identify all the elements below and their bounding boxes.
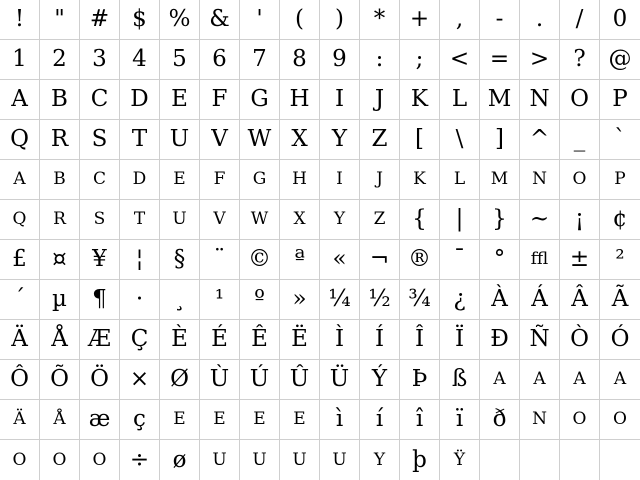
glyph-cell[interactable]: V	[200, 200, 240, 240]
glyph-cell[interactable]: U	[240, 440, 280, 480]
glyph-cell[interactable]: Ô	[0, 360, 40, 400]
glyph-cell[interactable]: ì	[320, 400, 360, 440]
glyph-cell[interactable]: Y	[320, 120, 360, 160]
glyph-cell[interactable]: E	[280, 400, 320, 440]
glyph-cell[interactable]: Z	[360, 200, 400, 240]
glyph-cell[interactable]: P	[600, 160, 640, 200]
glyph-cell[interactable]: O	[560, 160, 600, 200]
glyph-cell[interactable]: M	[480, 80, 520, 120]
glyph-cell[interactable]: ;	[400, 40, 440, 80]
glyph-cell[interactable]: 3	[80, 40, 120, 80]
glyph-cell[interactable]: U	[320, 440, 360, 480]
glyph-cell[interactable]: ¢	[600, 200, 640, 240]
glyph-cell[interactable]: N	[520, 160, 560, 200]
glyph-cell[interactable]	[480, 440, 520, 480]
glyph-cell[interactable]: Á	[520, 280, 560, 320]
glyph-cell[interactable]: O	[80, 440, 120, 480]
glyph-cell[interactable]: Ä	[0, 320, 40, 360]
glyph-cell[interactable]: B	[40, 80, 80, 120]
glyph-cell[interactable]	[560, 440, 600, 480]
glyph-cell[interactable]: `	[600, 120, 640, 160]
glyph-cell[interactable]: N	[520, 400, 560, 440]
glyph-cell[interactable]: _	[560, 120, 600, 160]
glyph-cell[interactable]: É	[200, 320, 240, 360]
glyph-cell[interactable]: Æ	[80, 320, 120, 360]
glyph-cell[interactable]: E	[200, 400, 240, 440]
glyph-cell[interactable]: O	[0, 440, 40, 480]
glyph-cell[interactable]: A	[480, 360, 520, 400]
glyph-cell[interactable]: 2	[40, 40, 80, 80]
glyph-cell[interactable]: þ	[400, 440, 440, 480]
glyph-cell[interactable]: O	[560, 400, 600, 440]
glyph-cell[interactable]: Q	[0, 120, 40, 160]
glyph-cell[interactable]: [	[400, 120, 440, 160]
glyph-cell[interactable]: 8	[280, 40, 320, 80]
glyph-cell[interactable]: W	[240, 120, 280, 160]
glyph-cell[interactable]: ¬	[360, 240, 400, 280]
glyph-cell[interactable]: X	[280, 120, 320, 160]
glyph-cell[interactable]: A	[560, 360, 600, 400]
glyph-cell[interactable]: ÷	[120, 440, 160, 480]
glyph-cell[interactable]: H	[280, 160, 320, 200]
glyph-cell[interactable]: E	[160, 80, 200, 120]
glyph-cell[interactable]: \	[440, 120, 480, 160]
glyph-cell[interactable]: Å	[40, 320, 80, 360]
glyph-cell[interactable]: Ã	[600, 280, 640, 320]
glyph-cell[interactable]: O	[600, 400, 640, 440]
glyph-cell[interactable]: Þ	[400, 360, 440, 400]
glyph-cell[interactable]: U	[160, 200, 200, 240]
glyph-cell[interactable]: )	[320, 0, 360, 40]
glyph-cell[interactable]: L	[440, 80, 480, 120]
glyph-cell[interactable]: Û	[280, 360, 320, 400]
glyph-cell[interactable]: "	[40, 0, 80, 40]
glyph-cell[interactable]: Ù	[200, 360, 240, 400]
glyph-cell[interactable]: Ú	[240, 360, 280, 400]
glyph-cell[interactable]: 9	[320, 40, 360, 80]
glyph-cell[interactable]: W	[240, 200, 280, 240]
glyph-cell[interactable]: Í	[360, 320, 400, 360]
glyph-cell[interactable]: ±	[560, 240, 600, 280]
glyph-cell[interactable]: ®	[400, 240, 440, 280]
glyph-cell[interactable]: ç	[120, 400, 160, 440]
glyph-cell[interactable]: K	[400, 160, 440, 200]
glyph-cell[interactable]: ¾	[400, 280, 440, 320]
glyph-cell[interactable]: ,	[440, 0, 480, 40]
glyph-cell[interactable]: Ð	[480, 320, 520, 360]
glyph-cell[interactable]: Î	[400, 320, 440, 360]
glyph-cell[interactable]: L	[440, 160, 480, 200]
glyph-cell[interactable]: Ç	[120, 320, 160, 360]
glyph-cell[interactable]: æ	[80, 400, 120, 440]
glyph-cell[interactable]: %	[160, 0, 200, 40]
glyph-cell[interactable]: Y	[320, 200, 360, 240]
glyph-cell[interactable]: ¶	[80, 280, 120, 320]
glyph-cell[interactable]: H	[280, 80, 320, 120]
glyph-cell[interactable]: R	[40, 200, 80, 240]
glyph-cell[interactable]: Ý	[360, 360, 400, 400]
glyph-cell[interactable]: 4	[120, 40, 160, 80]
glyph-cell[interactable]: +	[400, 0, 440, 40]
glyph-cell[interactable]: A	[520, 360, 560, 400]
glyph-cell[interactable]: ]	[480, 120, 520, 160]
glyph-cell[interactable]: F	[200, 80, 240, 120]
glyph-cell[interactable]: ¤	[40, 240, 80, 280]
glyph-cell[interactable]: ¡	[560, 200, 600, 240]
glyph-cell[interactable]: =	[480, 40, 520, 80]
glyph-cell[interactable]: >	[520, 40, 560, 80]
glyph-cell[interactable]: ¿	[440, 280, 480, 320]
glyph-cell[interactable]: ¼	[320, 280, 360, 320]
glyph-cell[interactable]: Â	[560, 280, 600, 320]
glyph-cell[interactable]: 6	[200, 40, 240, 80]
glyph-cell[interactable]: K	[400, 80, 440, 120]
glyph-cell[interactable]: V	[200, 120, 240, 160]
glyph-cell[interactable]: D	[120, 160, 160, 200]
glyph-cell[interactable]: @	[600, 40, 640, 80]
glyph-cell[interactable]: -	[480, 0, 520, 40]
glyph-cell[interactable]: D	[120, 80, 160, 120]
glyph-cell[interactable]: Q	[0, 200, 40, 240]
glyph-cell[interactable]: S	[80, 200, 120, 240]
glyph-cell[interactable]: B	[40, 160, 80, 200]
glyph-cell[interactable]: ²	[600, 240, 640, 280]
glyph-cell[interactable]: í	[360, 400, 400, 440]
glyph-cell[interactable]: µ	[40, 280, 80, 320]
glyph-cell[interactable]: §	[160, 240, 200, 280]
glyph-cell[interactable]: ffl	[520, 240, 560, 280]
glyph-cell[interactable]: ª	[280, 240, 320, 280]
glyph-cell[interactable]: Ñ	[520, 320, 560, 360]
glyph-cell[interactable]: :	[360, 40, 400, 80]
glyph-cell[interactable]: ~	[520, 200, 560, 240]
glyph-cell[interactable]: 1	[0, 40, 40, 80]
glyph-cell[interactable]: ø	[160, 440, 200, 480]
glyph-cell[interactable]: .	[520, 0, 560, 40]
glyph-cell[interactable]: 7	[240, 40, 280, 80]
glyph-cell[interactable]: /	[560, 0, 600, 40]
glyph-cell[interactable]: A	[0, 80, 40, 120]
glyph-cell[interactable]: *	[360, 0, 400, 40]
glyph-cell[interactable]: <	[440, 40, 480, 80]
glyph-cell[interactable]: Ë	[280, 320, 320, 360]
glyph-cell[interactable]: Õ	[40, 360, 80, 400]
glyph-cell[interactable]: #	[80, 0, 120, 40]
glyph-cell[interactable]: E	[160, 160, 200, 200]
glyph-cell[interactable]: {	[400, 200, 440, 240]
glyph-cell[interactable]: R	[40, 120, 80, 160]
glyph-cell[interactable]: ¥	[80, 240, 120, 280]
glyph-cell[interactable]: ¯	[440, 240, 480, 280]
glyph-cell[interactable]	[520, 440, 560, 480]
glyph-cell[interactable]: ß	[440, 360, 480, 400]
glyph-cell[interactable]: º	[240, 280, 280, 320]
glyph-cell[interactable]: ?	[560, 40, 600, 80]
glyph-cell[interactable]: &	[200, 0, 240, 40]
glyph-cell[interactable]: »	[280, 280, 320, 320]
glyph-cell[interactable]: ´	[0, 280, 40, 320]
glyph-cell[interactable]: S	[80, 120, 120, 160]
glyph-cell[interactable]: ·	[120, 280, 160, 320]
glyph-cell[interactable]: Ó	[600, 320, 640, 360]
glyph-cell[interactable]: C	[80, 160, 120, 200]
glyph-cell[interactable]: C	[80, 80, 120, 120]
glyph-cell[interactable]: £	[0, 240, 40, 280]
glyph-cell[interactable]: 0	[600, 0, 640, 40]
glyph-cell[interactable]: °	[480, 240, 520, 280]
glyph-cell[interactable]: O	[560, 80, 600, 120]
glyph-cell[interactable]: A	[600, 360, 640, 400]
glyph-cell[interactable]: J	[360, 80, 400, 120]
glyph-cell[interactable]: Ø	[160, 360, 200, 400]
glyph-cell[interactable]: Ÿ	[440, 440, 480, 480]
glyph-cell[interactable]: ©	[240, 240, 280, 280]
glyph-cell[interactable]: Ä	[0, 400, 40, 440]
glyph-cell[interactable]: Ì	[320, 320, 360, 360]
glyph-cell[interactable]: $	[120, 0, 160, 40]
glyph-cell[interactable]: M	[480, 160, 520, 200]
glyph-cell[interactable]: Å	[40, 400, 80, 440]
glyph-cell[interactable]: (	[280, 0, 320, 40]
glyph-cell[interactable]: P	[600, 80, 640, 120]
glyph-cell[interactable]: 5	[160, 40, 200, 80]
glyph-cell[interactable]: G	[240, 160, 280, 200]
glyph-cell[interactable]: «	[320, 240, 360, 280]
glyph-cell[interactable]: O	[40, 440, 80, 480]
glyph-cell[interactable]: I	[320, 80, 360, 120]
glyph-cell[interactable]: X	[280, 200, 320, 240]
glyph-cell[interactable]: ¨	[200, 240, 240, 280]
glyph-cell[interactable]: Ö	[80, 360, 120, 400]
glyph-cell[interactable]: A	[0, 160, 40, 200]
glyph-cell[interactable]: U	[200, 440, 240, 480]
glyph-cell[interactable]: G	[240, 80, 280, 120]
glyph-cell[interactable]: î	[400, 400, 440, 440]
glyph-cell[interactable]: ¹	[200, 280, 240, 320]
glyph-cell[interactable]: E	[240, 400, 280, 440]
glyph-cell[interactable]: T	[120, 120, 160, 160]
glyph-cell[interactable]	[600, 440, 640, 480]
glyph-cell[interactable]: ^	[520, 120, 560, 160]
glyph-cell[interactable]: Ê	[240, 320, 280, 360]
glyph-cell[interactable]: E	[160, 400, 200, 440]
glyph-cell[interactable]: '	[240, 0, 280, 40]
glyph-cell[interactable]: ï	[440, 400, 480, 440]
glyph-cell[interactable]: Ü	[320, 360, 360, 400]
glyph-cell[interactable]: ½	[360, 280, 400, 320]
glyph-cell[interactable]: U	[280, 440, 320, 480]
glyph-cell[interactable]: }	[480, 200, 520, 240]
glyph-cell[interactable]: J	[360, 160, 400, 200]
glyph-cell[interactable]: !	[0, 0, 40, 40]
glyph-cell[interactable]: |	[440, 200, 480, 240]
glyph-cell[interactable]: ×	[120, 360, 160, 400]
glyph-cell[interactable]: T	[120, 200, 160, 240]
glyph-cell[interactable]: Ï	[440, 320, 480, 360]
glyph-cell[interactable]: ¸	[160, 280, 200, 320]
glyph-cell[interactable]: I	[320, 160, 360, 200]
glyph-cell[interactable]: È	[160, 320, 200, 360]
glyph-cell[interactable]: F	[200, 160, 240, 200]
glyph-cell[interactable]: À	[480, 280, 520, 320]
glyph-cell[interactable]: Z	[360, 120, 400, 160]
glyph-cell[interactable]: ¦	[120, 240, 160, 280]
glyph-cell[interactable]: U	[160, 120, 200, 160]
glyph-cell[interactable]: Ò	[560, 320, 600, 360]
glyph-cell[interactable]: Y	[360, 440, 400, 480]
glyph-cell[interactable]: ð	[480, 400, 520, 440]
glyph-cell[interactable]: N	[520, 80, 560, 120]
